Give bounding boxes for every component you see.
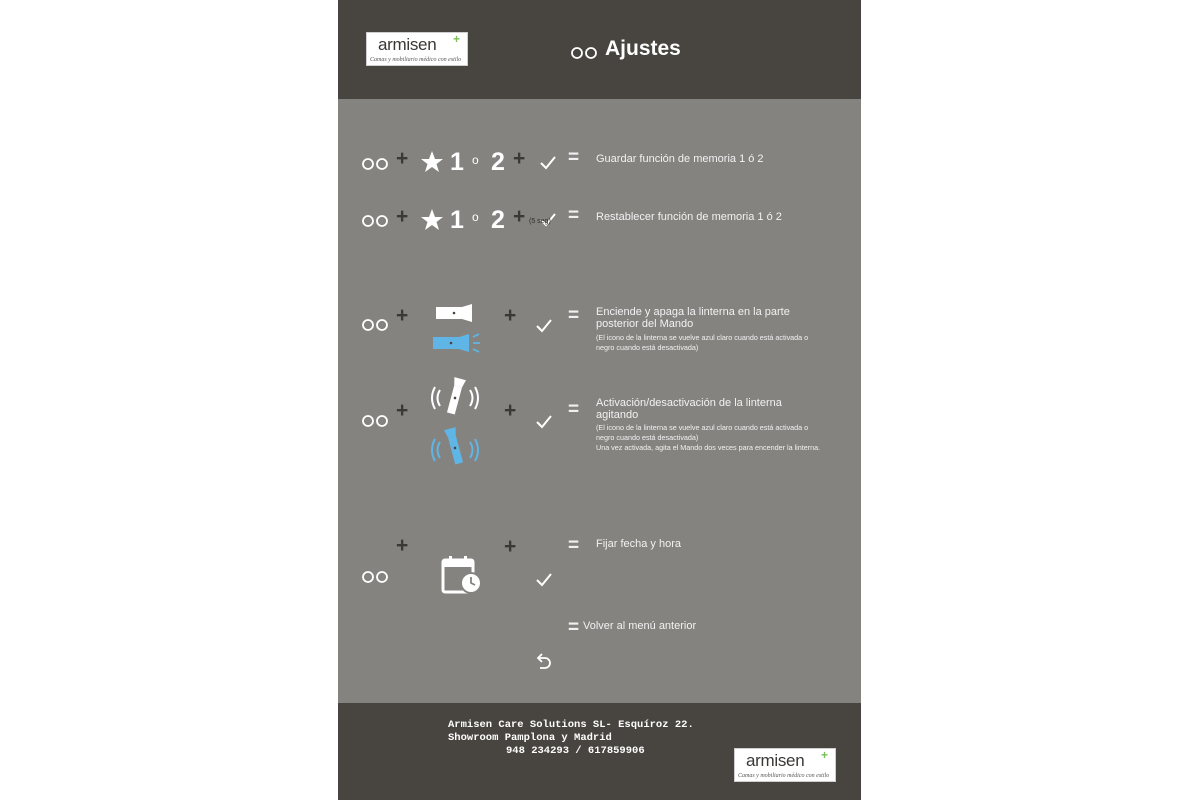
equals-sign: = (568, 617, 580, 638)
flashlight-shake-note2: negro cuando está desactivada) (596, 433, 699, 442)
memory-save-description: Guardar función de memoria 1 ó 2 (596, 153, 764, 165)
memory-reset-description: Restablecer función de memoria 1 ó 2 (596, 211, 782, 223)
logo-plus: + (821, 748, 829, 762)
flashlight-shake-title (596, 397, 782, 421)
plus-sign: + (513, 147, 526, 170)
brand-logo-footer (734, 748, 836, 782)
flashlight-shake-note3: Una vez activada, agita el Mando dos veces para encender la linterna. (596, 443, 821, 452)
plus-sign: + (396, 399, 409, 422)
check-icon (536, 319, 552, 333)
double-ring-icon (362, 414, 390, 428)
equals-sign: = (568, 205, 580, 226)
memory-2-label: 2 (491, 148, 505, 176)
brand-logo (366, 32, 468, 66)
back-description: Volver al menú anterior (583, 620, 697, 632)
flashlight-toggle-note1: (El icono de la linterna se vuelve azul claro cuando está activada o (596, 333, 809, 342)
shake-flashlight-off-icon (432, 378, 478, 418)
double-ring-icon (362, 318, 390, 332)
plus-sign: + (504, 304, 517, 327)
flashlight-toggle-line2: posterior del Mando (596, 318, 694, 330)
phone-numbers: 948 234293 / 617859906 (506, 745, 645, 757)
equals-sign: = (568, 399, 580, 420)
star-icon (420, 208, 444, 232)
plus-sign: + (396, 205, 409, 228)
flashlight-on-icon (433, 334, 485, 354)
calendar-clock-icon (442, 556, 484, 596)
header-bar (338, 0, 861, 99)
or-label: o (472, 153, 479, 167)
check-icon (536, 415, 552, 429)
logo-plus: + (453, 32, 461, 46)
double-ring-icon (362, 214, 390, 228)
plus-sign: + (504, 399, 517, 422)
double-ring-icon (571, 46, 599, 60)
double-ring-icon (362, 570, 390, 584)
memory-1-label: 1 (450, 206, 464, 234)
logo-tagline: Camas y mobiliario médico con estilo (370, 57, 462, 63)
logo-wordmark: armisen (378, 35, 437, 54)
flashlight-toggle-title (596, 306, 790, 330)
shake-flashlight-on-icon (432, 428, 478, 468)
memory-1-label: 1 (450, 148, 464, 176)
hold-duration-label: (5 seg) (529, 218, 551, 225)
equals-sign: = (568, 147, 580, 168)
check-icon (536, 573, 552, 587)
memory-2-label: 2 (491, 206, 505, 234)
flashlight-shake-note (596, 423, 820, 453)
plus-sign: + (396, 534, 409, 557)
logo-wordmark: armisen (746, 751, 805, 770)
or-label: o (472, 210, 479, 224)
flashlight-toggle-note2: negro cuando está desactivada) (596, 343, 699, 352)
footer-bar (338, 703, 861, 800)
plus-sign: + (504, 535, 517, 558)
showroom-locations: Showroom Pamplona y Madrid (448, 732, 612, 744)
flashlight-shake-note1: (El icono de la linterna se vuelve azul claro cuando está activada o (596, 423, 809, 432)
plus-sign: + (513, 205, 526, 228)
star-icon (420, 150, 444, 174)
flashlight-toggle-line1: Enciende y apaga la linterna en la parte (596, 306, 790, 318)
flashlight-toggle-note (596, 333, 808, 353)
double-ring-icon (362, 157, 390, 171)
plus-sign: + (396, 304, 409, 327)
page-title: Ajustes (605, 37, 681, 60)
logo-tagline: Camas y mobiliario médico con estilo (738, 773, 830, 779)
plus-sign: + (396, 147, 409, 170)
company-address: Armisen Care Solutions SL- Esquíroz 22. (448, 719, 694, 731)
equals-sign: = (568, 305, 580, 326)
flashlight-shake-line1: Activación/desactivación de la linterna (596, 397, 782, 409)
equals-sign: = (568, 535, 580, 556)
back-arrow-icon (535, 653, 551, 669)
flashlight-shake-line2: agitando (596, 409, 639, 421)
check-icon (540, 156, 556, 170)
flashlight-off-icon (436, 304, 476, 322)
date-time-description: Fijar fecha y hora (596, 538, 681, 550)
settings-page (338, 0, 861, 800)
